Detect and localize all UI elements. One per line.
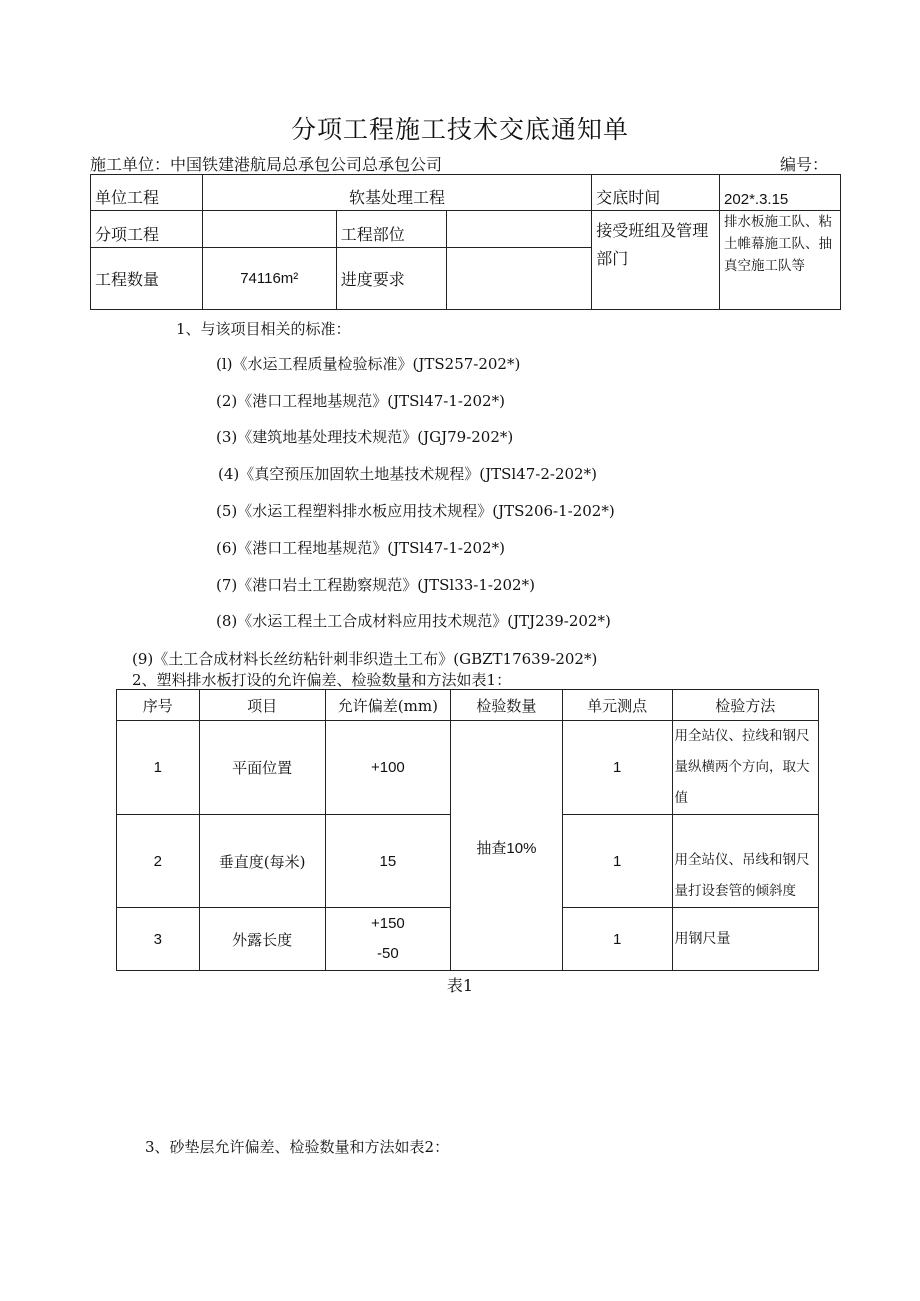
tolerance-table bbox=[116, 689, 819, 971]
standard-item: (4)《真空预压加固软土地基技术规程》(JTSl47-2-202*) bbox=[218, 465, 597, 483]
sub-project-value bbox=[202, 211, 336, 248]
receiving-team-label bbox=[592, 211, 720, 310]
progress-label: 进度要求 bbox=[336, 248, 446, 310]
quantity-label: 工程数量 bbox=[91, 248, 203, 310]
table-header-row bbox=[117, 690, 819, 721]
row-points: 1 bbox=[562, 815, 672, 908]
receiving-team-label-text: 接受班组及管理部门 bbox=[596, 221, 709, 268]
sub-project-label: 分项工程 bbox=[91, 211, 203, 248]
row-tolerance bbox=[325, 908, 450, 971]
standard-item: (9)《土工合成材料长丝纺粘针刺非织造土工布》(GBZT17639-202*) bbox=[132, 650, 598, 668]
construction-unit: 施工单位：中国铁建港航局总承包公司总承包公司 bbox=[90, 155, 443, 174]
project-part-value bbox=[446, 211, 592, 248]
standard-item: (8)《水运工程土工合成材料应用技术规范》(JTJ239-202*) bbox=[216, 612, 611, 630]
col-header: 单元测点 bbox=[562, 690, 672, 721]
row-method-text: 用全站仪、吊线和钢尺量打设套管的倾斜度 bbox=[674, 852, 810, 899]
standard-item: (7)《港口岩土工程勘察规范》(JTSl33-1-202*) bbox=[216, 576, 535, 594]
document-title: 分项工程施工技术交底通知单 bbox=[290, 115, 629, 144]
table-row bbox=[117, 721, 819, 815]
row-method bbox=[672, 815, 818, 908]
project-part-label: 工程部位 bbox=[336, 211, 446, 248]
table-1-caption: 表1 bbox=[446, 976, 474, 995]
handover-time-value: 202*.3.15 bbox=[720, 175, 841, 211]
receiving-team-value-text: 排水板施工队、粘土帷幕施工队、抽真空施工队等 bbox=[724, 214, 833, 274]
row-number: 2 bbox=[117, 815, 200, 908]
unit-project-value: 软基处理工程 bbox=[202, 175, 591, 211]
col-header: 序号 bbox=[117, 690, 200, 721]
row-number: 1 bbox=[117, 721, 200, 815]
row-tolerance: +100 bbox=[325, 721, 450, 815]
progress-value bbox=[446, 248, 592, 310]
header-table bbox=[90, 174, 841, 310]
quantity-value: 74116m² bbox=[202, 248, 336, 310]
section-1-heading: 1、与该项目相关的标准： bbox=[176, 320, 351, 338]
row-method bbox=[672, 721, 818, 815]
unit-project-label: 单位工程 bbox=[91, 175, 203, 211]
standard-item: (6)《港口工程地基规范》(JTSl47-1-202*) bbox=[216, 539, 505, 557]
tolerance-upper: +150 bbox=[370, 915, 405, 932]
row-method: 用钢尺量 bbox=[672, 908, 818, 971]
row-item: 外露长度 bbox=[199, 908, 325, 971]
row-method-text: 用全站仪、拉线和钢尺量纵横两个方向，取大值 bbox=[674, 728, 810, 806]
row-number: 3 bbox=[117, 908, 200, 971]
row-points: 1 bbox=[562, 908, 672, 971]
tolerance-lower: -50 bbox=[377, 945, 399, 962]
col-header: 项目 bbox=[199, 690, 325, 721]
section-3-heading: 3、砂垫层允许偏差、检验数量和方法如表2： bbox=[145, 1138, 450, 1156]
serial-number-label: 编号： bbox=[780, 155, 829, 174]
row-tolerance: 15 bbox=[325, 815, 450, 908]
col-header: 检验数量 bbox=[451, 690, 563, 721]
inspection-quantity: 抽查10% bbox=[451, 721, 563, 971]
col-header: 检验方法 bbox=[672, 690, 818, 721]
standard-item: (2)《港口工程地基规范》(JTSl47-1-202*) bbox=[216, 392, 505, 410]
row-points: 1 bbox=[562, 721, 672, 815]
row-item: 平面位置 bbox=[199, 721, 325, 815]
receiving-team-value bbox=[720, 211, 841, 310]
standard-item: (3)《建筑地基处理技术规范》(JGJ79-202*) bbox=[216, 428, 514, 446]
standard-item: (l)《水运工程质量检验标准》(JTS257-202*) bbox=[216, 355, 521, 373]
row-item: 垂直度(每米) bbox=[199, 815, 325, 908]
section-2-heading: 2、塑料排水板打设的允许偏差、检验数量和方法如表1： bbox=[132, 671, 512, 689]
col-header: 允许偏差(mm) bbox=[325, 690, 450, 721]
handover-time-label: 交底时间 bbox=[592, 175, 720, 211]
standard-item: (5)《水运工程塑料排水板应用技术规程》(JTS206-1-202*) bbox=[216, 502, 615, 520]
